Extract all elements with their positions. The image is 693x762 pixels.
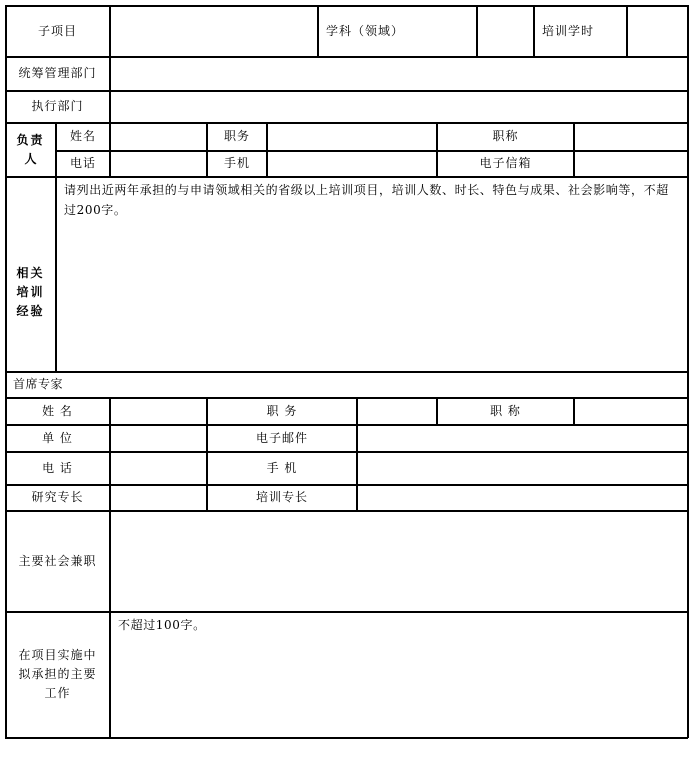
ce-phone-field[interactable] bbox=[111, 452, 206, 484]
table-border-bottom bbox=[5, 737, 688, 739]
training-hours-field[interactable] bbox=[628, 6, 687, 56]
pic-phone-label: 电话 bbox=[69, 156, 96, 170]
ce-position-label: 职 务 bbox=[266, 403, 298, 418]
ce-unit-field[interactable] bbox=[111, 425, 206, 451]
training-hours-label: 培训学时 bbox=[542, 23, 595, 38]
main-work-label-line3: 工作 bbox=[44, 686, 71, 700]
training-experience-label-line3: 经验 bbox=[16, 303, 45, 318]
ce-research-label: 研究专长 bbox=[31, 490, 84, 504]
coordinating-dept-field[interactable] bbox=[111, 57, 687, 90]
pic-position-label: 职务 bbox=[223, 129, 250, 143]
social-positions-label: 主要社会兼职 bbox=[18, 553, 97, 568]
main-work-label-line1: 在项目实施中 bbox=[18, 648, 97, 662]
ce-mobile-label: 手 机 bbox=[266, 460, 298, 475]
pic-position-field[interactable] bbox=[268, 123, 436, 150]
training-experience-field[interactable] bbox=[57, 177, 687, 371]
pic-mobile-field[interactable] bbox=[268, 151, 436, 176]
pic-name-label: 姓名 bbox=[69, 129, 96, 143]
sub-project-label: 子项目 bbox=[37, 23, 77, 38]
ce-position-field[interactable] bbox=[358, 398, 436, 424]
chief-expert-section-label: 首席专家 bbox=[13, 377, 64, 391]
training-experience-label-line2: 培训 bbox=[16, 284, 45, 299]
pic-email-field[interactable] bbox=[575, 151, 687, 176]
table-border-right bbox=[687, 5, 689, 738]
ce-training-specialty-field[interactable] bbox=[358, 485, 687, 510]
person-in-charge-label bbox=[6, 123, 55, 176]
discipline-field[interactable] bbox=[478, 6, 533, 56]
main-work-label bbox=[6, 612, 109, 737]
main-work-field[interactable] bbox=[111, 612, 687, 737]
person-in-charge-label-line1: 负责 bbox=[16, 132, 45, 147]
social-positions-field[interactable] bbox=[111, 511, 687, 611]
sub-project-field[interactable] bbox=[111, 6, 317, 56]
pic-phone-field[interactable] bbox=[111, 151, 206, 176]
pic-mobile-label: 手机 bbox=[223, 156, 250, 170]
ce-mobile-field[interactable] bbox=[358, 452, 687, 484]
pic-title-field[interactable] bbox=[575, 123, 687, 150]
training-experience-instruction: 请列出近两年承担的与申请领域相关的省级以上培训项目，培训人数、时长、特色与成果、社会影响等，不超过200字。 bbox=[64, 183, 669, 217]
ce-email-label: 电子邮件 bbox=[255, 430, 308, 445]
pic-name-field[interactable] bbox=[111, 123, 206, 150]
executing-dept-label: 执行部门 bbox=[31, 99, 84, 113]
pic-email-label: 电子信箱 bbox=[479, 156, 532, 170]
ce-title-field[interactable] bbox=[575, 398, 687, 424]
ce-research-field[interactable] bbox=[111, 485, 206, 510]
training-experience-label bbox=[6, 177, 55, 371]
ce-unit-label: 单 位 bbox=[42, 430, 73, 445]
executing-dept-field[interactable] bbox=[111, 91, 687, 122]
ce-phone-label: 电 话 bbox=[42, 460, 73, 475]
ce-name-label: 姓 名 bbox=[42, 403, 73, 418]
ce-training-specialty-label: 培训专长 bbox=[255, 490, 308, 504]
ce-name-field[interactable] bbox=[111, 398, 206, 424]
discipline-label: 学科（领域） bbox=[326, 23, 405, 38]
main-work-instruction: 不超过100字。 bbox=[118, 618, 206, 632]
main-work-label-line2: 拟承担的主要 bbox=[18, 667, 97, 681]
ce-email-field[interactable] bbox=[358, 425, 687, 451]
training-experience-label-line1: 相关 bbox=[16, 265, 45, 280]
coordinating-dept-label: 统筹管理部门 bbox=[18, 66, 97, 80]
person-in-charge-label-line2: 人 bbox=[24, 151, 37, 166]
ce-title-label: 职 称 bbox=[490, 403, 521, 418]
pic-title-label: 职称 bbox=[492, 129, 519, 143]
